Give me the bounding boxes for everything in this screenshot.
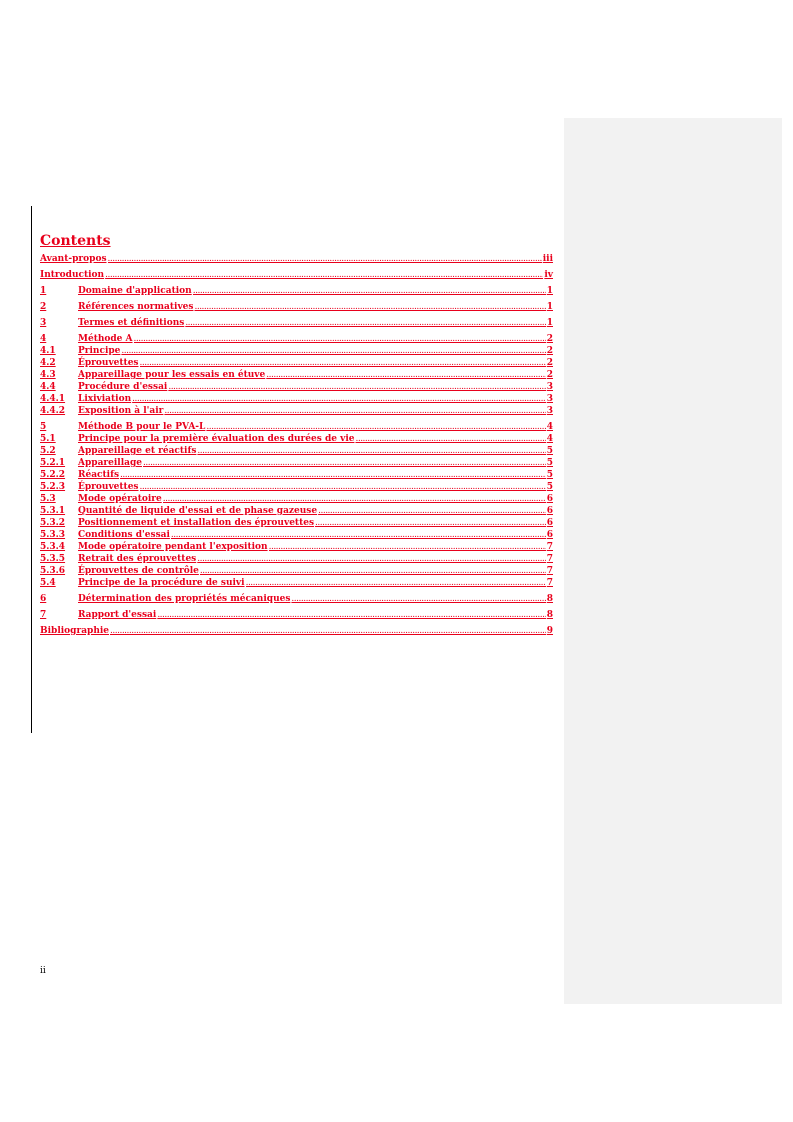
toc-entry-number: 5.3.3 xyxy=(40,530,66,540)
toc-entry-label: Appareillage pour les essais en étuve xyxy=(78,370,266,380)
toc-leader-dots xyxy=(185,318,545,329)
toc-entry[interactable] xyxy=(40,594,553,605)
toc-entry-page: 2 xyxy=(546,346,553,356)
toc-entry[interactable] xyxy=(40,346,553,357)
toc-leader-dots xyxy=(132,394,546,405)
toc-entry-number: 7 xyxy=(40,610,47,620)
toc-entry[interactable] xyxy=(40,554,553,565)
toc-entry-page: 5 xyxy=(546,458,553,468)
toc-entry-label: Appareillage et réactifs xyxy=(78,446,197,456)
toc-entry-label: Exposition à l'air xyxy=(78,406,164,416)
toc-entry-label: Éprouvettes xyxy=(78,482,139,492)
toc-leader-dots xyxy=(168,382,545,393)
toc-entry-page: 7 xyxy=(546,566,553,576)
toc-entry-page: 9 xyxy=(546,626,553,636)
toc-entry-label: Quantité de liquide d'essai et de phase gazeuse xyxy=(78,506,318,516)
toc-entry-number: 5.2.2 xyxy=(40,470,66,480)
toc-entry-label: Procédure d'essai xyxy=(78,382,168,392)
toc-entry-page: 3 xyxy=(546,394,553,404)
toc-leader-dots xyxy=(197,446,545,457)
toc-entry[interactable] xyxy=(40,286,553,297)
toc-entry[interactable] xyxy=(40,626,553,637)
toc-entry[interactable] xyxy=(40,318,553,329)
toc-leader-dots xyxy=(355,434,545,445)
toc-entry-label: Méthode A xyxy=(78,334,133,344)
toc-entry-page: 5 xyxy=(546,482,553,492)
toc-leader-dots xyxy=(197,554,545,565)
toc-entry-label: Retrait des éprouvettes xyxy=(78,554,197,564)
toc-leader-dots xyxy=(200,566,546,577)
toc-entry-number: 5.2 xyxy=(40,446,56,456)
toc-entry-page: 5 xyxy=(546,446,553,456)
toc-entry-number: 5.1 xyxy=(40,434,56,444)
toc-leader-dots xyxy=(110,626,546,637)
toc-entry[interactable] xyxy=(40,482,553,493)
toc-entry-label: Principe de la procédure de suivi xyxy=(78,578,245,588)
toc-leader-dots xyxy=(108,254,542,265)
toc-entry-number: 5.3.1 xyxy=(40,506,66,516)
toc-entry-label: Mode opératoire xyxy=(78,494,162,504)
table-of-contents xyxy=(40,232,553,637)
toc-entry-page: 8 xyxy=(546,610,553,620)
toc-entry-label: Rapport d'essai xyxy=(78,610,157,620)
toc-entry-number: 6 xyxy=(40,594,47,604)
toc-entry[interactable] xyxy=(40,566,553,577)
toc-entry-label: Principe pour la première évaluation des durées de vie xyxy=(78,434,355,444)
toc-entry[interactable] xyxy=(40,518,553,529)
toc-entry-number: 4 xyxy=(40,334,47,344)
toc-entry[interactable] xyxy=(40,334,553,345)
toc-entry-page: 4 xyxy=(546,434,553,444)
toc-entry-number: 4.3 xyxy=(40,370,56,380)
toc-leader-dots xyxy=(266,370,545,381)
toc-entry-page: 3 xyxy=(546,382,553,392)
toc-title: Contents xyxy=(40,233,111,249)
toc-entry[interactable] xyxy=(40,302,553,313)
toc-entry[interactable] xyxy=(40,530,553,541)
toc-entry-number: 1 xyxy=(40,286,47,296)
toc-entry[interactable] xyxy=(40,358,553,369)
toc-entry-page: 4 xyxy=(546,422,553,432)
toc-entry-label: Avant-propos xyxy=(40,254,107,264)
toc-leader-dots xyxy=(105,270,543,281)
toc-entry[interactable] xyxy=(40,434,553,445)
toc-entry-page: 7 xyxy=(546,554,553,564)
toc-entry-number: 5.2.1 xyxy=(40,458,66,468)
toc-entry-label: Domaine d'application xyxy=(78,286,192,296)
toc-entry-number: 5 xyxy=(40,422,47,432)
toc-entry-number: 2 xyxy=(40,302,47,312)
toc-entry-label: Bibliographie xyxy=(40,626,110,636)
toc-leader-dots xyxy=(171,530,546,541)
toc-entry-page: 7 xyxy=(546,578,553,588)
toc-entry[interactable] xyxy=(40,494,553,505)
toc-entry-number: 4.4.2 xyxy=(40,406,66,416)
comment-pane xyxy=(564,118,782,1004)
toc-entry-number: 4.4 xyxy=(40,382,56,392)
toc-entry-number: 5.3.6 xyxy=(40,566,66,576)
toc-entry-page: 1 xyxy=(546,302,553,312)
toc-entry[interactable] xyxy=(40,394,553,405)
toc-entry-number: 5.3.4 xyxy=(40,542,66,552)
toc-leader-dots xyxy=(120,470,546,481)
toc-entry-page: 8 xyxy=(546,594,553,604)
toc-entry-page: 2 xyxy=(546,370,553,380)
toc-entry-label: Méthode B pour le PVA-L xyxy=(78,422,206,432)
toc-leader-dots xyxy=(163,494,546,505)
toc-entry-label: Mode opératoire pendant l'exposition xyxy=(78,542,268,552)
toc-leader-dots xyxy=(134,334,546,345)
toc-leader-dots xyxy=(140,358,546,369)
toc-entry-number: 4.1 xyxy=(40,346,56,356)
toc-entry-label: Éprouvettes de contrôle xyxy=(78,566,199,576)
toc-leader-dots xyxy=(194,302,545,313)
toc-leader-dots xyxy=(246,578,546,589)
toc-entry-label: Positionnement et installation des éprouvettes xyxy=(78,518,315,528)
toc-entry-page: iv xyxy=(544,270,553,280)
toc-leader-dots xyxy=(164,406,545,417)
toc-entry-label: Réactifs xyxy=(78,470,120,480)
toc-leader-dots xyxy=(121,346,545,357)
toc-leader-dots xyxy=(318,506,546,517)
toc-entry-label: Introduction xyxy=(40,270,105,280)
toc-entry-number: 5.4 xyxy=(40,578,56,588)
toc-entry-number: 5.3.2 xyxy=(40,518,66,528)
toc-entry[interactable] xyxy=(40,610,553,621)
toc-entry[interactable] xyxy=(40,578,553,589)
toc-entry[interactable] xyxy=(40,270,553,281)
toc-entry-page: 2 xyxy=(546,334,553,344)
toc-leader-dots xyxy=(206,422,545,433)
toc-entry[interactable] xyxy=(40,406,553,417)
toc-entry-page: 2 xyxy=(546,358,553,368)
toc-entry-label: Conditions d'essai xyxy=(78,530,170,540)
toc-entry-label: Lixiviation xyxy=(78,394,132,404)
toc-entry-page: 6 xyxy=(546,494,553,504)
toc-entry-label: Termes et définitions xyxy=(78,318,185,328)
toc-entry-page: 1 xyxy=(546,286,553,296)
toc-entry-label: Principe xyxy=(78,346,121,356)
revision-change-bar xyxy=(31,206,32,733)
toc-entry[interactable] xyxy=(40,370,553,381)
toc-entry-number: 5.3.5 xyxy=(40,554,66,564)
toc-leader-dots xyxy=(157,610,545,621)
toc-entry[interactable] xyxy=(40,446,553,457)
toc-entry-number: 4.4.1 xyxy=(40,394,66,404)
toc-leader-dots xyxy=(269,542,546,553)
toc-entry[interactable] xyxy=(40,470,553,481)
toc-entry-page: 5 xyxy=(546,470,553,480)
toc-entry[interactable] xyxy=(40,254,553,265)
toc-entry-number: 5.2.3 xyxy=(40,482,66,492)
toc-entry-page: 6 xyxy=(546,506,553,516)
toc-entry-page: 7 xyxy=(546,542,553,552)
toc-entry[interactable] xyxy=(40,422,553,433)
toc-entry-page: iii xyxy=(542,254,553,264)
toc-entry[interactable] xyxy=(40,506,553,517)
toc-entry[interactable] xyxy=(40,458,553,469)
toc-leader-dots xyxy=(193,286,546,297)
toc-entry-number: 4.2 xyxy=(40,358,56,368)
toc-leader-dots xyxy=(140,482,546,493)
toc-entry-page: 6 xyxy=(546,518,553,528)
toc-leader-dots xyxy=(291,594,545,605)
toc-entry-page: 6 xyxy=(546,530,553,540)
toc-entry[interactable] xyxy=(40,382,553,393)
toc-entry-label: Éprouvettes xyxy=(78,358,139,368)
toc-entry[interactable] xyxy=(40,542,553,553)
toc-leader-dots xyxy=(315,518,546,529)
page-number: ii xyxy=(40,966,46,976)
toc-entry-page: 1 xyxy=(546,318,553,328)
toc-entry-label: Appareillage xyxy=(78,458,142,468)
toc-entry-page: 3 xyxy=(546,406,553,416)
toc-entry-label: Détermination des propriétés mécaniques xyxy=(78,594,291,604)
toc-leader-dots xyxy=(143,458,546,469)
toc-entry-number: 5.3 xyxy=(40,494,56,504)
toc-entry-number: 3 xyxy=(40,318,47,328)
toc-entry-label: Références normatives xyxy=(78,302,194,312)
